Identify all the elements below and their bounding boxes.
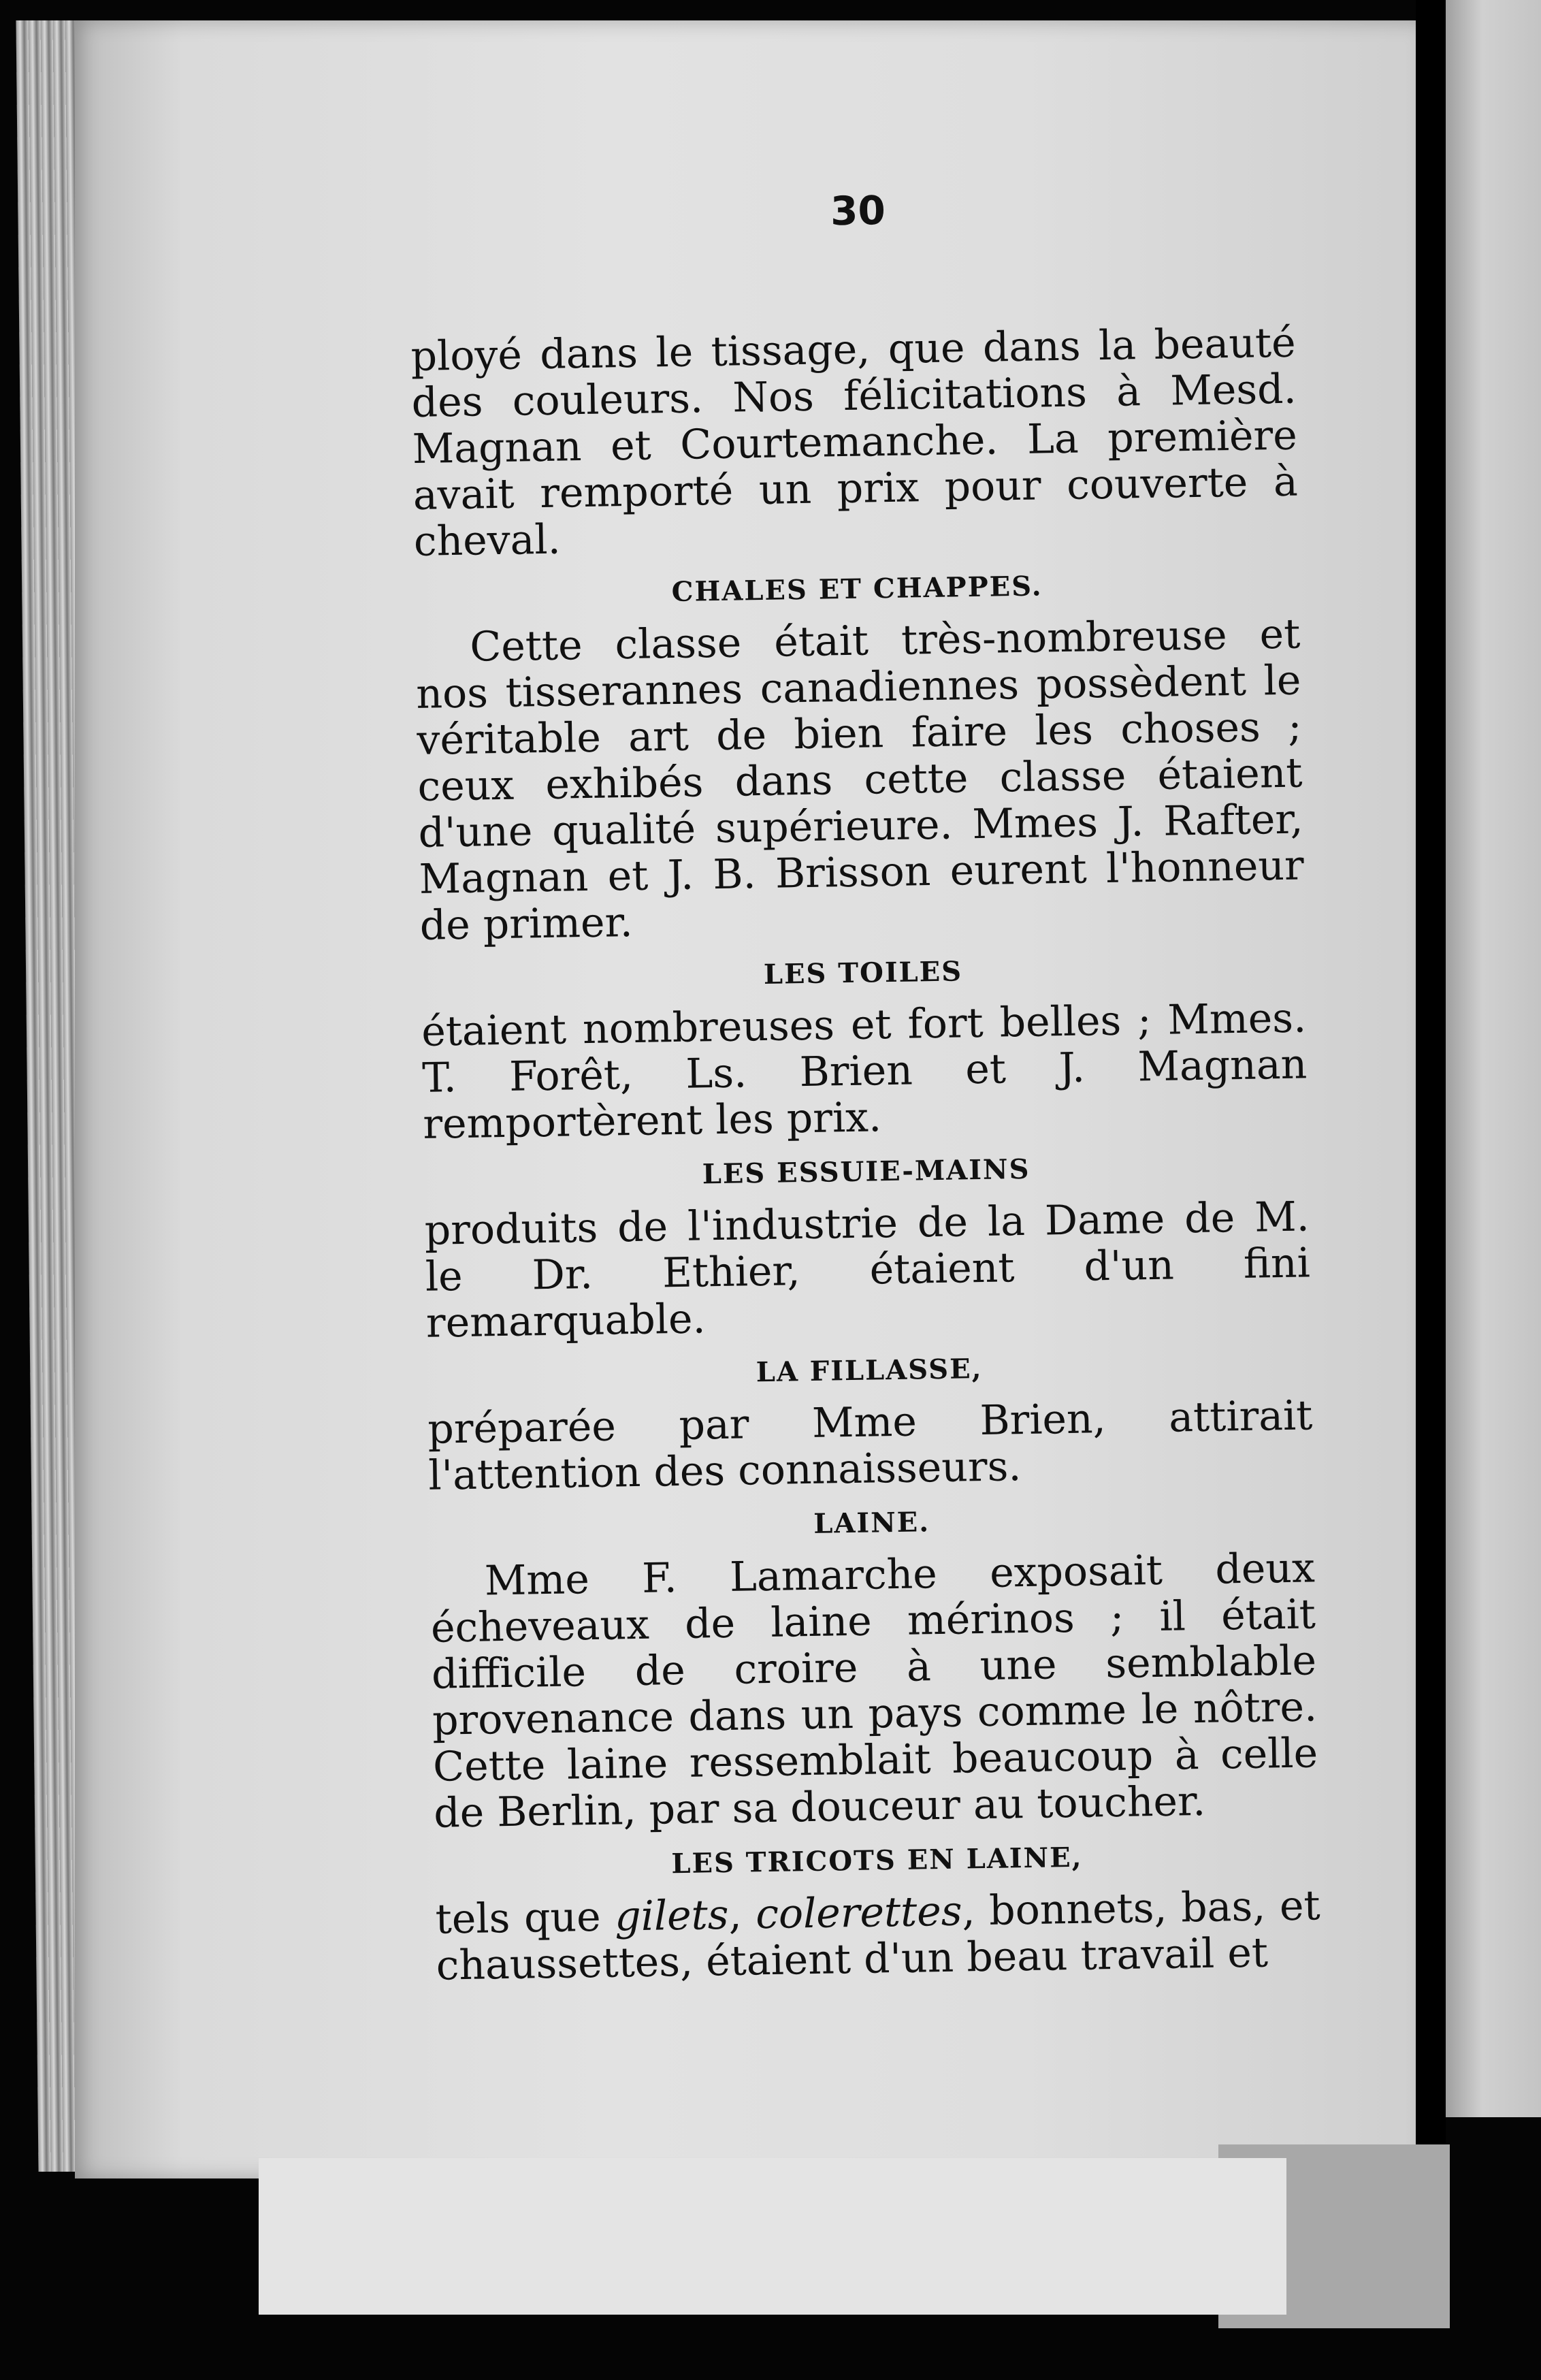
paragraph-7-gilets: gilets [614, 1891, 730, 1941]
paragraph-7-colerettes: colerettes [755, 1887, 962, 1939]
heading-les-toiles: LES TOILES [763, 955, 963, 991]
heading-laine: LAINE. [813, 1506, 930, 1540]
paragraph-2: Cette classe était très-nombreuse et nos tisserannes canadiennes possèdent le véritable art de bien faire les choses ; ceux exhibés dans cette classe étaient d'une qualité supérieure. Mmes J. Rafter, Magnan et J. B. Brisson eurent l'honneur de primer. [415, 610, 1305, 950]
facing-page-edge [1443, 0, 1541, 2117]
paragraph-1: ployé dans le tissage, que dans la beauté des couleurs. Nos félicitations à Mesd. Magnan et Courtemanche. La première avait remporté un prix pour couverte à cheval. [410, 319, 1299, 566]
scan-background-light [259, 2158, 1286, 2315]
page-text [408, 184, 1321, 1989]
paragraph-5: préparée par Mme Brien, attirait l'attention des connaisseurs. [427, 1392, 1313, 1500]
paragraph-4: produits de l'industrie de la Dame de M. le Dr. Ethier, étaient d'un fini remarquable. [424, 1193, 1311, 1347]
heading-chales-et-chappes: CHALES ET CHAPPES. [671, 570, 1043, 608]
book-spine [1416, 0, 1446, 2151]
paragraph-6: Mme F. Lamarche exposait deux écheveaux de laine mérinos ; il était difficile de croire à une semblable provenance dans un pays comme le nôtre. Cette laine ressemblait beaucoup à celle de Berlin, par sa douceur au toucher. [430, 1544, 1318, 1837]
page-number: 30 [830, 187, 886, 235]
paragraph-7 [435, 1882, 1321, 1989]
heading-les-tricots-en-laine: LES TRICOTS EN LAINE, [671, 1841, 1083, 1880]
paragraph-7-start: tels que [435, 1893, 615, 1944]
paragraph-7-end: , bonnets, bas, et chaussettes, étaient d'un beau travail et [436, 1882, 1321, 1990]
heading-les-essuie-mains: LES ESSUIE-MAINS [702, 1153, 1031, 1191]
paragraph-7-sep: , [728, 1891, 756, 1939]
paragraph-3: étaient nombreuses et fort belles ; Mmes. T. Forêt, Ls. Brien et J. Magnan remportèrent les prix. [421, 994, 1308, 1148]
heading-la-fillasse: LA FILLASSE, [756, 1352, 983, 1389]
